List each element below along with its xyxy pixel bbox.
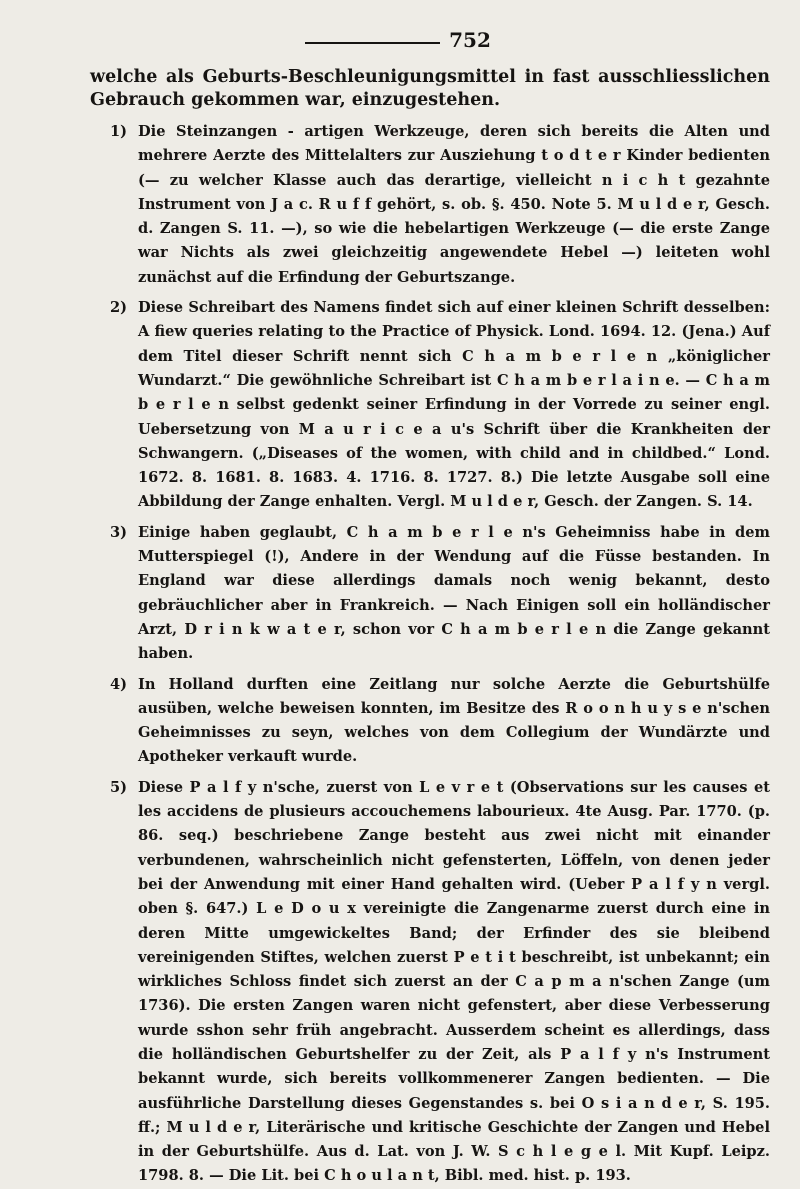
footnote-2 — [110, 296, 770, 515]
page-number: 752 — [449, 28, 491, 52]
footnote-text: Die Steinzangen - artigen Werkzeuge, deren sich bereits die Alten und mehrere Aerzte des Mittelalters zur Ausziehung t o d t e r Kinder bedienten (— zu welcher Klasse auch das derartige, vielleicht n i c h t gezahnte Instrument von J a c. R u f f gehört, s. ob. §. 450. Note 5. M u l d e r, Gesch. d. Zangen S. 11. —), so wie die hebelartigen Werkzeuge (— die erste Zange war Nichts als zwei gleichzeitig angewendete Hebel —) leiteten wohl zunächst auf die Erfindung der Geburtszange. — [138, 123, 770, 286]
footnote-number: 4) — [110, 675, 128, 693]
footnote-number: 3) — [110, 523, 128, 541]
footnote-1 — [110, 120, 770, 290]
page-number-rule — [305, 42, 440, 44]
footnote-5 — [110, 776, 770, 1189]
footnote-text: In Holland durften eine Zeitlang nur solche Aerzte die Geburtshülfe ausüben, welche beweisen konnten, im Besitze des R o o n h u y s e n'schen Geheimnisses zu seyn, welches von dem Collegium der Wundärzte und Apotheker verkauft wurde. — [138, 675, 770, 766]
intro-paragraph: welche als Geburts-Beschleunigungsmittel in fast ausschliesslichen Gebrauch gekommen war, einzugestehen. — [90, 67, 770, 110]
footnote-text: Einige haben geglaubt, C h a m b e r l e n's Geheimniss habe in dem Mutterspiegel (!), Andere in der Wendung auf die Füsse bestanden. In England war diese allerdings damals noch wenig bekannt, desto gebräuchlicher aber in Frankreich. — Nach Einigen soll ein holländischer Arzt, D r i n k w a t e r, schon vor C h a m b e r l e n die Zange gekannt haben. — [138, 523, 770, 663]
footnote-number: 5) — [110, 778, 128, 796]
footnote-number: 2) — [110, 299, 128, 317]
footnote-text: Diese P a l f y n'sche, zuerst von L e v r e t (Observations sur les causes et les accidens de plusieurs accouchemens labourieux. 4te Ausg. Par. 1770. (p. 86. seq.) beschriebene Zange besteht aus zwei nicht mit einander verbundenen, wahrscheinlich nicht gefensterten, Löffeln, von denen jeder bei der Anwendung mit einer Hand gehalten wird. (Ueber P a l f y n vergl. oben §. 647.) L e D o u x vereinigte die Zangenarme zuerst durch eine in deren Mitte umgewickeltes Band; der Erfinder des sie bleibend vereinigenden Stiftes, welchen zuerst P e t i t beschreibt, ist unbekannt; ein wirkliches Schloss findet sich zuerst an der C a p m a n'schen Zange (um 1736). Die ersten Zangen waren nicht gefenstert, aber diese Verbesserung wurde sshon sehr früh angebracht. Ausserdem scheint es allerdings, dass die holländischen Geburtshelfer zu der Zeit, als P a l f y n's Instrument bekannt wurde, sich bereits vollkommenerer Zangen bedienten. — Die ausführliche Darstellung dieses Gegenstandes s. bei O s i a n d e r, S. 195. ff.; M u l d e r, Literärische und kritische Geschichte der Zangen und Hebel in der Geburtshülfe. Aus d. Lat. von J. W. S c h l e g e l. Mit Kupf. Leipz. 1798. 8. — Die Lit. bei C h o u l a n t, Bibl. med. hist. p. 193. — [138, 778, 770, 1185]
footnote-3 — [110, 521, 770, 667]
footnote-number: 1) — [110, 123, 128, 140]
footnote-text: Diese Schreibart des Namens findet sich auf einer kleinen Schrift desselben: A fiew queries relating to the Practice of Physick. Lond. 1694. 12. (Jena.) Auf dem Titel dieser Schrift nennt sich C h a m b e r l e n „königlicher Wundarzt.“ Die gewöhnliche Schreibart ist C h a m b e r l a i n e. — C h a m b e r l e n selbst gedenkt seiner Erfindung in der Vorrede zu seiner engl. Uebersetzung von M a u r i c e a u's Schrift über die Krankheiten der Schwangern. („Diseases of the women, with child and in childbed.“ Lond. 1672. 8. 1681. 8. 1683. 4. 1716. 8. 1727. 8.) Die letzte Ausgabe soll eine Abbildung der Zange enhalten. Vergl. M u l d e r, Gesch. der Zangen. S. 14. — [138, 299, 770, 511]
footnote-4 — [110, 673, 770, 770]
